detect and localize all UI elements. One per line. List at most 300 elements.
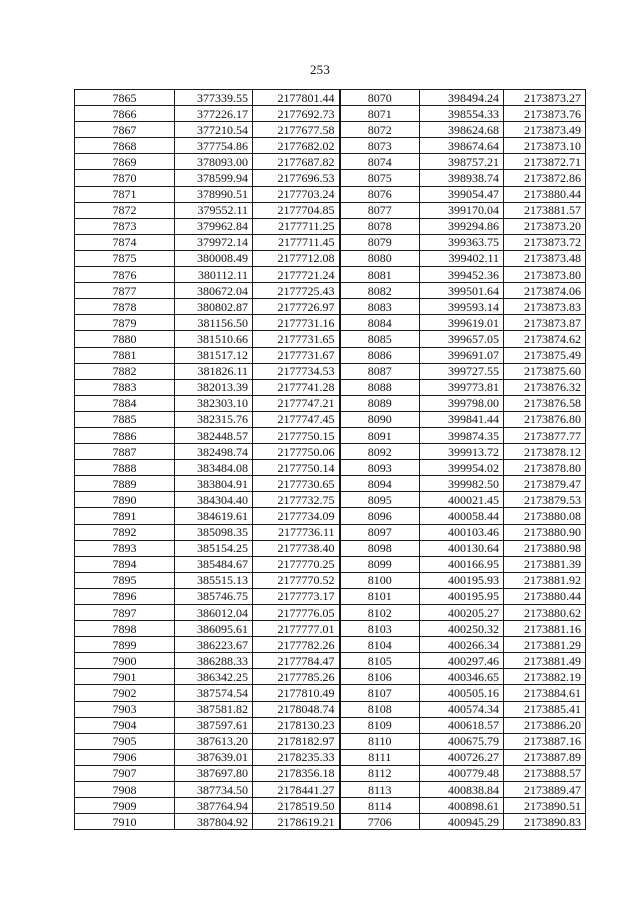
- left-x-coordinate-cell: 385484.67: [175, 556, 253, 572]
- table-row: [75, 218, 586, 234]
- right-point-id-cell: 8109: [340, 717, 420, 733]
- right-x-coordinate-cell: 400250.32: [420, 621, 504, 637]
- right-x-coordinate-cell: 398624.68: [420, 122, 504, 138]
- left-point-id-cell: 7877: [75, 283, 175, 299]
- left-point-id-cell: 7875: [75, 250, 175, 266]
- table-row: [75, 315, 586, 331]
- left-point-id-cell: 7876: [75, 267, 175, 283]
- right-y-coordinate-cell: 2173881.57: [504, 202, 586, 218]
- left-point-id-cell: 7885: [75, 411, 175, 427]
- right-point-id-cell: 8079: [340, 234, 420, 250]
- table-row: [75, 234, 586, 250]
- right-x-coordinate-cell: 399657.05: [420, 331, 504, 347]
- left-point-id-cell: 7889: [75, 476, 175, 492]
- left-y-coordinate-cell: 2178619.21: [253, 814, 340, 830]
- right-x-coordinate-cell: 398938.74: [420, 170, 504, 186]
- left-x-coordinate-cell: 380802.87: [175, 299, 253, 315]
- right-y-coordinate-cell: 2173879.53: [504, 492, 586, 508]
- left-x-coordinate-cell: 378599.94: [175, 170, 253, 186]
- left-x-coordinate-cell: 379972.14: [175, 234, 253, 250]
- right-point-id-cell: 8085: [340, 331, 420, 347]
- left-y-coordinate-cell: 2177750.14: [253, 460, 340, 476]
- left-y-coordinate-cell: 2177682.02: [253, 138, 340, 154]
- left-y-coordinate-cell: 2177725.43: [253, 283, 340, 299]
- right-y-coordinate-cell: 2173876.32: [504, 379, 586, 395]
- left-point-id-cell: 7890: [75, 492, 175, 508]
- right-point-id-cell: 8097: [340, 524, 420, 540]
- table-row: [75, 798, 586, 814]
- right-x-coordinate-cell: 398554.33: [420, 106, 504, 122]
- left-x-coordinate-cell: 386223.67: [175, 637, 253, 653]
- left-y-coordinate-cell: 2177747.45: [253, 411, 340, 427]
- right-point-id-cell: 8113: [340, 782, 420, 798]
- right-y-coordinate-cell: 2173877.77: [504, 427, 586, 443]
- left-point-id-cell: 7894: [75, 556, 175, 572]
- right-point-id-cell: 8080: [340, 250, 420, 266]
- right-x-coordinate-cell: 399727.55: [420, 363, 504, 379]
- left-point-id-cell: 7871: [75, 186, 175, 202]
- right-y-coordinate-cell: 2173873.72: [504, 234, 586, 250]
- left-y-coordinate-cell: 2177784.47: [253, 653, 340, 669]
- left-y-coordinate-cell: 2177773.17: [253, 588, 340, 604]
- right-x-coordinate-cell: 400195.93: [420, 572, 504, 588]
- left-x-coordinate-cell: 382498.74: [175, 444, 253, 460]
- left-x-coordinate-cell: 381156.50: [175, 315, 253, 331]
- left-x-coordinate-cell: 382013.39: [175, 379, 253, 395]
- right-y-coordinate-cell: 2173878.12: [504, 444, 586, 460]
- left-point-id-cell: 7903: [75, 701, 175, 717]
- left-point-id-cell: 7881: [75, 347, 175, 363]
- right-y-coordinate-cell: 2173876.80: [504, 411, 586, 427]
- right-point-id-cell: 8094: [340, 476, 420, 492]
- left-y-coordinate-cell: 2177726.97: [253, 299, 340, 315]
- right-x-coordinate-cell: 400166.95: [420, 556, 504, 572]
- table-row: [75, 717, 586, 733]
- table-row: [75, 782, 586, 798]
- left-x-coordinate-cell: 387697.80: [175, 765, 253, 781]
- table-row: [75, 572, 586, 588]
- left-y-coordinate-cell: 2177747.21: [253, 395, 340, 411]
- left-x-coordinate-cell: 384304.40: [175, 492, 253, 508]
- left-x-coordinate-cell: 387613.20: [175, 733, 253, 749]
- left-y-coordinate-cell: 2177770.25: [253, 556, 340, 572]
- right-point-id-cell: 8093: [340, 460, 420, 476]
- right-x-coordinate-cell: 398674.64: [420, 138, 504, 154]
- left-point-id-cell: 7909: [75, 798, 175, 814]
- right-y-coordinate-cell: 2173885.41: [504, 701, 586, 717]
- right-x-coordinate-cell: 399982.50: [420, 476, 504, 492]
- right-x-coordinate-cell: 399363.75: [420, 234, 504, 250]
- right-y-coordinate-cell: 2173873.76: [504, 106, 586, 122]
- right-x-coordinate-cell: 399294.86: [420, 218, 504, 234]
- right-point-id-cell: 8086: [340, 347, 420, 363]
- left-y-coordinate-cell: 2177704.85: [253, 202, 340, 218]
- right-y-coordinate-cell: 2173888.57: [504, 765, 586, 781]
- table-row: [75, 347, 586, 363]
- table-row: [75, 444, 586, 460]
- right-y-coordinate-cell: 2173889.47: [504, 782, 586, 798]
- table-row: [75, 637, 586, 653]
- table-row: [75, 106, 586, 122]
- right-y-coordinate-cell: 2173880.08: [504, 508, 586, 524]
- left-y-coordinate-cell: 2177711.25: [253, 218, 340, 234]
- right-point-id-cell: 8101: [340, 588, 420, 604]
- right-x-coordinate-cell: 399593.14: [420, 299, 504, 315]
- right-x-coordinate-cell: 400195.95: [420, 588, 504, 604]
- right-x-coordinate-cell: 400779.48: [420, 765, 504, 781]
- right-x-coordinate-cell: 399913.72: [420, 444, 504, 460]
- right-y-coordinate-cell: 2173875.60: [504, 363, 586, 379]
- right-point-id-cell: 8072: [340, 122, 420, 138]
- left-x-coordinate-cell: 381517.12: [175, 347, 253, 363]
- left-point-id-cell: 7892: [75, 524, 175, 540]
- left-point-id-cell: 7891: [75, 508, 175, 524]
- table-row: [75, 524, 586, 540]
- right-point-id-cell: 8099: [340, 556, 420, 572]
- table-row: [75, 395, 586, 411]
- right-point-id-cell: 8112: [340, 765, 420, 781]
- left-x-coordinate-cell: 387804.92: [175, 814, 253, 830]
- left-x-coordinate-cell: 377339.55: [175, 90, 253, 106]
- left-y-coordinate-cell: 2177777.01: [253, 621, 340, 637]
- left-y-coordinate-cell: 2178441.27: [253, 782, 340, 798]
- left-y-coordinate-cell: 2177721.24: [253, 267, 340, 283]
- left-point-id-cell: 7867: [75, 122, 175, 138]
- table-row: [75, 588, 586, 604]
- right-x-coordinate-cell: 400346.65: [420, 669, 504, 685]
- right-y-coordinate-cell: 2173881.16: [504, 621, 586, 637]
- left-x-coordinate-cell: 387764.94: [175, 798, 253, 814]
- left-point-id-cell: 7884: [75, 395, 175, 411]
- right-point-id-cell: 8100: [340, 572, 420, 588]
- left-point-id-cell: 7897: [75, 605, 175, 621]
- right-y-coordinate-cell: 2173880.98: [504, 540, 586, 556]
- right-point-id-cell: 8083: [340, 299, 420, 315]
- left-x-coordinate-cell: 387574.54: [175, 685, 253, 701]
- coordinate-table-body: [75, 90, 586, 830]
- right-y-coordinate-cell: 2173878.80: [504, 460, 586, 476]
- right-y-coordinate-cell: 2173874.62: [504, 331, 586, 347]
- table-row: [75, 540, 586, 556]
- left-y-coordinate-cell: 2177730.65: [253, 476, 340, 492]
- left-x-coordinate-cell: 386095.61: [175, 621, 253, 637]
- right-y-coordinate-cell: 2173874.06: [504, 283, 586, 299]
- table-row: [75, 138, 586, 154]
- left-x-coordinate-cell: 383804.91: [175, 476, 253, 492]
- left-x-coordinate-cell: 382315.76: [175, 411, 253, 427]
- table-row: [75, 621, 586, 637]
- left-y-coordinate-cell: 2177776.05: [253, 605, 340, 621]
- table-row: [75, 476, 586, 492]
- left-y-coordinate-cell: 2177801.44: [253, 90, 340, 106]
- right-x-coordinate-cell: 399054.47: [420, 186, 504, 202]
- right-x-coordinate-cell: 400103.46: [420, 524, 504, 540]
- right-y-coordinate-cell: 2173887.16: [504, 733, 586, 749]
- left-y-coordinate-cell: 2177712.08: [253, 250, 340, 266]
- left-point-id-cell: 7886: [75, 427, 175, 443]
- table-row: [75, 508, 586, 524]
- left-point-id-cell: 7900: [75, 653, 175, 669]
- right-point-id-cell: 8092: [340, 444, 420, 460]
- right-x-coordinate-cell: 399773.81: [420, 379, 504, 395]
- left-x-coordinate-cell: 387597.61: [175, 717, 253, 733]
- right-y-coordinate-cell: 2173890.83: [504, 814, 586, 830]
- right-point-id-cell: 8104: [340, 637, 420, 653]
- table-row: [75, 427, 586, 443]
- left-y-coordinate-cell: 2177732.75: [253, 492, 340, 508]
- left-x-coordinate-cell: 381510.66: [175, 331, 253, 347]
- right-point-id-cell: 8096: [340, 508, 420, 524]
- right-point-id-cell: 8114: [340, 798, 420, 814]
- right-x-coordinate-cell: 400021.45: [420, 492, 504, 508]
- right-x-coordinate-cell: 400838.84: [420, 782, 504, 798]
- table-row: [75, 363, 586, 379]
- right-point-id-cell: 8070: [340, 90, 420, 106]
- left-point-id-cell: 7898: [75, 621, 175, 637]
- right-point-id-cell: 8105: [340, 653, 420, 669]
- table-row: [75, 733, 586, 749]
- left-point-id-cell: 7904: [75, 717, 175, 733]
- left-point-id-cell: 7896: [75, 588, 175, 604]
- right-x-coordinate-cell: 399452.36: [420, 267, 504, 283]
- left-point-id-cell: 7866: [75, 106, 175, 122]
- left-y-coordinate-cell: 2177731.65: [253, 331, 340, 347]
- left-x-coordinate-cell: 384619.61: [175, 508, 253, 524]
- page-number: 253: [309, 62, 331, 77]
- right-y-coordinate-cell: 2173890.51: [504, 798, 586, 814]
- left-x-coordinate-cell: 381826.11: [175, 363, 253, 379]
- right-x-coordinate-cell: 399619.01: [420, 315, 504, 331]
- left-y-coordinate-cell: 2177677.58: [253, 122, 340, 138]
- right-x-coordinate-cell: 399691.07: [420, 347, 504, 363]
- left-y-coordinate-cell: 2178519.50: [253, 798, 340, 814]
- right-y-coordinate-cell: 2173880.44: [504, 588, 586, 604]
- right-y-coordinate-cell: 2173884.61: [504, 685, 586, 701]
- table-row: [75, 605, 586, 621]
- left-y-coordinate-cell: 2178182.97: [253, 733, 340, 749]
- left-x-coordinate-cell: 380672.04: [175, 283, 253, 299]
- left-point-id-cell: 7901: [75, 669, 175, 685]
- right-y-coordinate-cell: 2173881.29: [504, 637, 586, 653]
- table-row: [75, 492, 586, 508]
- left-y-coordinate-cell: 2178356.18: [253, 765, 340, 781]
- table-row: [75, 267, 586, 283]
- left-x-coordinate-cell: 385746.75: [175, 588, 253, 604]
- table-row: [75, 460, 586, 476]
- right-point-id-cell: 8078: [340, 218, 420, 234]
- left-y-coordinate-cell: 2177734.09: [253, 508, 340, 524]
- right-point-id-cell: 8082: [340, 283, 420, 299]
- right-y-coordinate-cell: 2173873.10: [504, 138, 586, 154]
- right-y-coordinate-cell: 2173872.71: [504, 154, 586, 170]
- right-y-coordinate-cell: 2173881.92: [504, 572, 586, 588]
- left-x-coordinate-cell: 386012.04: [175, 605, 253, 621]
- right-point-id-cell: 8071: [340, 106, 420, 122]
- left-point-id-cell: 7888: [75, 460, 175, 476]
- table-row: [75, 685, 586, 701]
- right-point-id-cell: 8074: [340, 154, 420, 170]
- right-point-id-cell: 8108: [340, 701, 420, 717]
- left-x-coordinate-cell: 385098.35: [175, 524, 253, 540]
- left-x-coordinate-cell: 378990.51: [175, 186, 253, 202]
- table-row: [75, 653, 586, 669]
- right-x-coordinate-cell: 400618.57: [420, 717, 504, 733]
- right-x-coordinate-cell: 400266.34: [420, 637, 504, 653]
- left-point-id-cell: 7865: [75, 90, 175, 106]
- left-x-coordinate-cell: 379552.11: [175, 202, 253, 218]
- left-y-coordinate-cell: 2177703.24: [253, 186, 340, 202]
- right-point-id-cell: 8106: [340, 669, 420, 685]
- right-y-coordinate-cell: 2173873.49: [504, 122, 586, 138]
- left-y-coordinate-cell: 2177734.53: [253, 363, 340, 379]
- left-y-coordinate-cell: 2177750.15: [253, 427, 340, 443]
- right-x-coordinate-cell: 400726.27: [420, 749, 504, 765]
- right-point-id-cell: 8087: [340, 363, 420, 379]
- left-point-id-cell: 7893: [75, 540, 175, 556]
- right-point-id-cell: 8103: [340, 621, 420, 637]
- left-point-id-cell: 7868: [75, 138, 175, 154]
- right-y-coordinate-cell: 2173881.49: [504, 653, 586, 669]
- table-row: [75, 170, 586, 186]
- left-point-id-cell: 7874: [75, 234, 175, 250]
- right-point-id-cell: 8073: [340, 138, 420, 154]
- right-x-coordinate-cell: 400505.16: [420, 685, 504, 701]
- table-row: [75, 379, 586, 395]
- left-y-coordinate-cell: 2177696.53: [253, 170, 340, 186]
- right-y-coordinate-cell: 2173882.19: [504, 669, 586, 685]
- coordinate-table: [74, 89, 586, 830]
- table-row: [75, 122, 586, 138]
- left-point-id-cell: 7905: [75, 733, 175, 749]
- left-x-coordinate-cell: 378093.00: [175, 154, 253, 170]
- table-row: [75, 765, 586, 781]
- table-row: [75, 701, 586, 717]
- left-x-coordinate-cell: 387581.82: [175, 701, 253, 717]
- right-x-coordinate-cell: 399841.44: [420, 411, 504, 427]
- right-y-coordinate-cell: 2173887.89: [504, 749, 586, 765]
- left-point-id-cell: 7902: [75, 685, 175, 701]
- left-point-id-cell: 7910: [75, 814, 175, 830]
- left-point-id-cell: 7887: [75, 444, 175, 460]
- table-row: [75, 331, 586, 347]
- left-point-id-cell: 7879: [75, 315, 175, 331]
- right-y-coordinate-cell: 2173873.83: [504, 299, 586, 315]
- right-x-coordinate-cell: 399402.11: [420, 250, 504, 266]
- right-x-coordinate-cell: 400574.34: [420, 701, 504, 717]
- right-y-coordinate-cell: 2173880.90: [504, 524, 586, 540]
- right-x-coordinate-cell: 400130.64: [420, 540, 504, 556]
- right-point-id-cell: 8090: [340, 411, 420, 427]
- left-x-coordinate-cell: 385515.13: [175, 572, 253, 588]
- left-y-coordinate-cell: 2177810.49: [253, 685, 340, 701]
- right-point-id-cell: 8095: [340, 492, 420, 508]
- left-x-coordinate-cell: 387734.50: [175, 782, 253, 798]
- left-y-coordinate-cell: 2177738.40: [253, 540, 340, 556]
- right-y-coordinate-cell: 2173879.47: [504, 476, 586, 492]
- left-y-coordinate-cell: 2177687.82: [253, 154, 340, 170]
- left-point-id-cell: 7906: [75, 749, 175, 765]
- left-y-coordinate-cell: 2177692.73: [253, 106, 340, 122]
- right-y-coordinate-cell: 2173880.44: [504, 186, 586, 202]
- left-x-coordinate-cell: 380112.11: [175, 267, 253, 283]
- right-y-coordinate-cell: 2173881.39: [504, 556, 586, 572]
- left-x-coordinate-cell: 377226.17: [175, 106, 253, 122]
- left-x-coordinate-cell: 380008.49: [175, 250, 253, 266]
- right-x-coordinate-cell: 399954.02: [420, 460, 504, 476]
- right-y-coordinate-cell: 2173880.62: [504, 605, 586, 621]
- right-x-coordinate-cell: 400058.44: [420, 508, 504, 524]
- right-x-coordinate-cell: 399501.64: [420, 283, 504, 299]
- right-x-coordinate-cell: 400675.79: [420, 733, 504, 749]
- table-row: [75, 250, 586, 266]
- right-x-coordinate-cell: 399874.35: [420, 427, 504, 443]
- left-y-coordinate-cell: 2177782.26: [253, 637, 340, 653]
- left-x-coordinate-cell: 379962.84: [175, 218, 253, 234]
- right-x-coordinate-cell: 400945.29: [420, 814, 504, 830]
- right-point-id-cell: 7706: [340, 814, 420, 830]
- left-point-id-cell: 7907: [75, 765, 175, 781]
- left-point-id-cell: 7908: [75, 782, 175, 798]
- left-point-id-cell: 7869: [75, 154, 175, 170]
- table-row: [75, 299, 586, 315]
- right-y-coordinate-cell: 2173873.48: [504, 250, 586, 266]
- left-y-coordinate-cell: 2177711.45: [253, 234, 340, 250]
- table-row: [75, 749, 586, 765]
- left-y-coordinate-cell: 2177731.16: [253, 315, 340, 331]
- right-point-id-cell: 8091: [340, 427, 420, 443]
- left-point-id-cell: 7872: [75, 202, 175, 218]
- right-point-id-cell: 8102: [340, 605, 420, 621]
- left-point-id-cell: 7883: [75, 379, 175, 395]
- table-row: [75, 669, 586, 685]
- right-y-coordinate-cell: 2173873.87: [504, 315, 586, 331]
- right-y-coordinate-cell: 2173873.20: [504, 218, 586, 234]
- right-x-coordinate-cell: 399170.04: [420, 202, 504, 218]
- table-row: [75, 154, 586, 170]
- table-row: [75, 202, 586, 218]
- right-x-coordinate-cell: 400898.61: [420, 798, 504, 814]
- right-point-id-cell: 8084: [340, 315, 420, 331]
- left-y-coordinate-cell: 2178048.74: [253, 701, 340, 717]
- left-x-coordinate-cell: 386288.33: [175, 653, 253, 669]
- right-point-id-cell: 8111: [340, 749, 420, 765]
- right-point-id-cell: 8089: [340, 395, 420, 411]
- table-row: [75, 283, 586, 299]
- right-point-id-cell: 8081: [340, 267, 420, 283]
- right-y-coordinate-cell: 2173873.80: [504, 267, 586, 283]
- right-point-id-cell: 8107: [340, 685, 420, 701]
- right-x-coordinate-cell: 400297.46: [420, 653, 504, 669]
- right-point-id-cell: 8077: [340, 202, 420, 218]
- left-y-coordinate-cell: 2177785.26: [253, 669, 340, 685]
- right-point-id-cell: 8088: [340, 379, 420, 395]
- left-y-coordinate-cell: 2177750.06: [253, 444, 340, 460]
- left-x-coordinate-cell: 382303.10: [175, 395, 253, 411]
- left-point-id-cell: 7870: [75, 170, 175, 186]
- left-x-coordinate-cell: 377754.86: [175, 138, 253, 154]
- right-x-coordinate-cell: 400205.27: [420, 605, 504, 621]
- left-point-id-cell: 7882: [75, 363, 175, 379]
- right-x-coordinate-cell: 398494.24: [420, 90, 504, 106]
- left-x-coordinate-cell: 382448.57: [175, 427, 253, 443]
- left-y-coordinate-cell: 2177741.28: [253, 379, 340, 395]
- left-point-id-cell: 7878: [75, 299, 175, 315]
- right-point-id-cell: 8110: [340, 733, 420, 749]
- right-y-coordinate-cell: 2173876.58: [504, 395, 586, 411]
- left-x-coordinate-cell: 383484.08: [175, 460, 253, 476]
- left-x-coordinate-cell: 386342.25: [175, 669, 253, 685]
- left-y-coordinate-cell: 2178235.33: [253, 749, 340, 765]
